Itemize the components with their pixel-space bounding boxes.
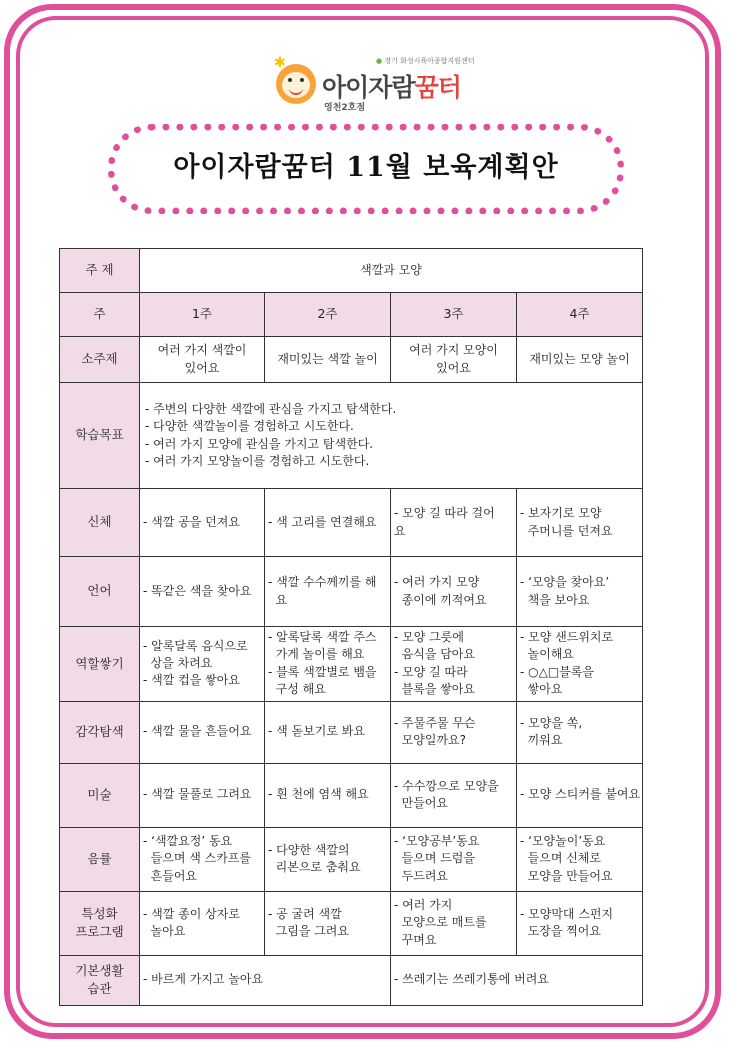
habit-item: - 바르게 가지고 놀아요	[140, 955, 391, 1005]
activity-cell: - 똑같은 색을 찾아요	[140, 557, 265, 627]
goal-item: - 여러 가지 모양에 관심을 가지고 탐색한다.	[145, 436, 374, 451]
activity-cell: - 흰 천에 염색 해요	[265, 763, 391, 827]
activity-label-sensory: 감각탐색	[60, 701, 140, 763]
logo-name: 아이자람꿈터	[322, 73, 461, 102]
activity-cell: - 알록달록 색깔 주스 가게 놀이를 해요 - 블록 색깔별로 뱀을 구성 해요	[265, 627, 391, 702]
activity-label-language: 언어	[60, 557, 140, 627]
activity-row-art	[60, 763, 643, 827]
logo-branch: 영천2호점	[324, 103, 366, 113]
activity-label-art: 미술	[60, 763, 140, 827]
activity-cell: - 여러 가지 모양으로 매트를 꾸며요	[391, 891, 517, 955]
week-4: 4주	[517, 293, 643, 337]
subtopic-row	[60, 337, 643, 383]
week-1: 1주	[140, 293, 265, 337]
activity-cell: - 모양을 쏙, 끼워요	[517, 701, 643, 763]
activity-row-sensory	[60, 701, 643, 763]
activity-cell: - 다양한 색깔의 리본으로 춤춰요	[265, 827, 391, 891]
care-plan-table	[59, 248, 643, 1006]
activity-label-special-program: 특성화 프로그램	[60, 891, 140, 955]
activity-cell: - 색 고리를 연결해요	[265, 489, 391, 557]
week-2: 2주	[265, 293, 391, 337]
activity-cell: - 모양 길 따라 걸어 요	[391, 489, 517, 557]
theme-value: 색깔과 모양	[140, 249, 643, 293]
activity-cell: - 색깔 공을 던져요	[140, 489, 265, 557]
activity-row-role-play-blocks	[60, 627, 643, 702]
goals-row	[60, 383, 643, 489]
activity-cell: - 여러 가지 모양 종이에 끼적여요	[391, 557, 517, 627]
week-row	[60, 293, 643, 337]
activity-row-music	[60, 827, 643, 891]
activity-cell: - 색깔 물풀로 그려요	[140, 763, 265, 827]
activity-cell: - 알록달록 음식으로 상을 차려요 - 색깔 컵을 쌓아요	[140, 627, 265, 702]
page-title: 아이자람꿈터 11월 보육계획안	[173, 152, 559, 183]
activity-cell: - 모양막대 스펀지 도장을 찍어요	[517, 891, 643, 955]
activity-cell: - 보자기로 모양 주머니를 던져요	[517, 489, 643, 557]
activity-cell: - ‘색깔요정’ 동요 들으며 색 스카프를 흔들어요	[140, 827, 265, 891]
theme-row	[60, 249, 643, 293]
activity-cell: - 모양 샌드위치로 놀이해요 - ○△□블록을 쌓아요	[517, 627, 643, 702]
activity-cell: - 주물주물 무슨 모양일까요?	[391, 701, 517, 763]
activity-row-physical	[60, 489, 643, 557]
activity-cell: - 모양 스티커를 붙여요	[517, 763, 643, 827]
week-label: 주	[60, 293, 140, 337]
activity-cell: - 색 돋보기로 봐요	[265, 701, 391, 763]
habit-label: 기본생활 습관	[60, 955, 140, 1005]
logo-org-line: ● 경기 화성시육아종합지원센터	[376, 57, 475, 65]
activity-row-special-program	[60, 891, 643, 955]
logo-star-icon: ✱	[274, 55, 286, 71]
activity-cell: - 색깔 수수께끼를 해 요	[265, 557, 391, 627]
center-logo	[272, 56, 482, 116]
goal-item: - 다양한 색깔놀이를 경험하고 시도한다.	[145, 419, 354, 434]
subtopic-1: 여러 가지 색깔이 있어요	[140, 337, 265, 383]
activity-cell: - ‘모양놀이’동요 들으며 신체로 모양을 만들어요	[517, 827, 643, 891]
theme-label: 주 제	[60, 249, 140, 293]
activity-cell: - ‘모양을 찾아요’ 책을 보아요	[517, 557, 643, 627]
week-3: 3주	[391, 293, 517, 337]
habit-row	[60, 955, 643, 1005]
activity-cell: - ‘모양공부’동요 들으며 드럼을 두드려요	[391, 827, 517, 891]
activity-cell: - 수수깡으로 모양을 만들어요	[391, 763, 517, 827]
subtopic-label: 소주제	[60, 337, 140, 383]
goals-label: 학습목표	[60, 383, 140, 489]
goal-item: - 여러 가지 모양놀이를 경험하고 시도한다.	[145, 453, 370, 468]
subtopic-3: 여러 가지 모양이 있어요	[391, 337, 517, 383]
activity-label-role-play-blocks: 역할쌓기	[60, 627, 140, 702]
activity-label-music: 음률	[60, 827, 140, 891]
goal-item: - 주변의 다양한 색깔에 관심을 가지고 탐색한다.	[145, 401, 397, 416]
goals-list	[140, 383, 643, 489]
activity-cell: - 공 굴려 색깔 그림을 그려요	[265, 891, 391, 955]
subtopic-4: 재미있는 모양 놀이	[517, 337, 643, 383]
activity-cell: - 색깔 물을 흔들어요	[140, 701, 265, 763]
activity-row-language	[60, 557, 643, 627]
activity-cell: - 모양 그릇에 음식을 담아요 - 모양 길 따라 블록을 쌓아요	[391, 627, 517, 702]
activity-label-physical: 신체	[60, 489, 140, 557]
habit-item: - 쓰레기는 쓰레기통에 버려요	[391, 955, 643, 1005]
activity-cell: - 색깔 종이 상자로 놀아요	[140, 891, 265, 955]
subtopic-2: 재미있는 색깔 놀이	[265, 337, 391, 383]
